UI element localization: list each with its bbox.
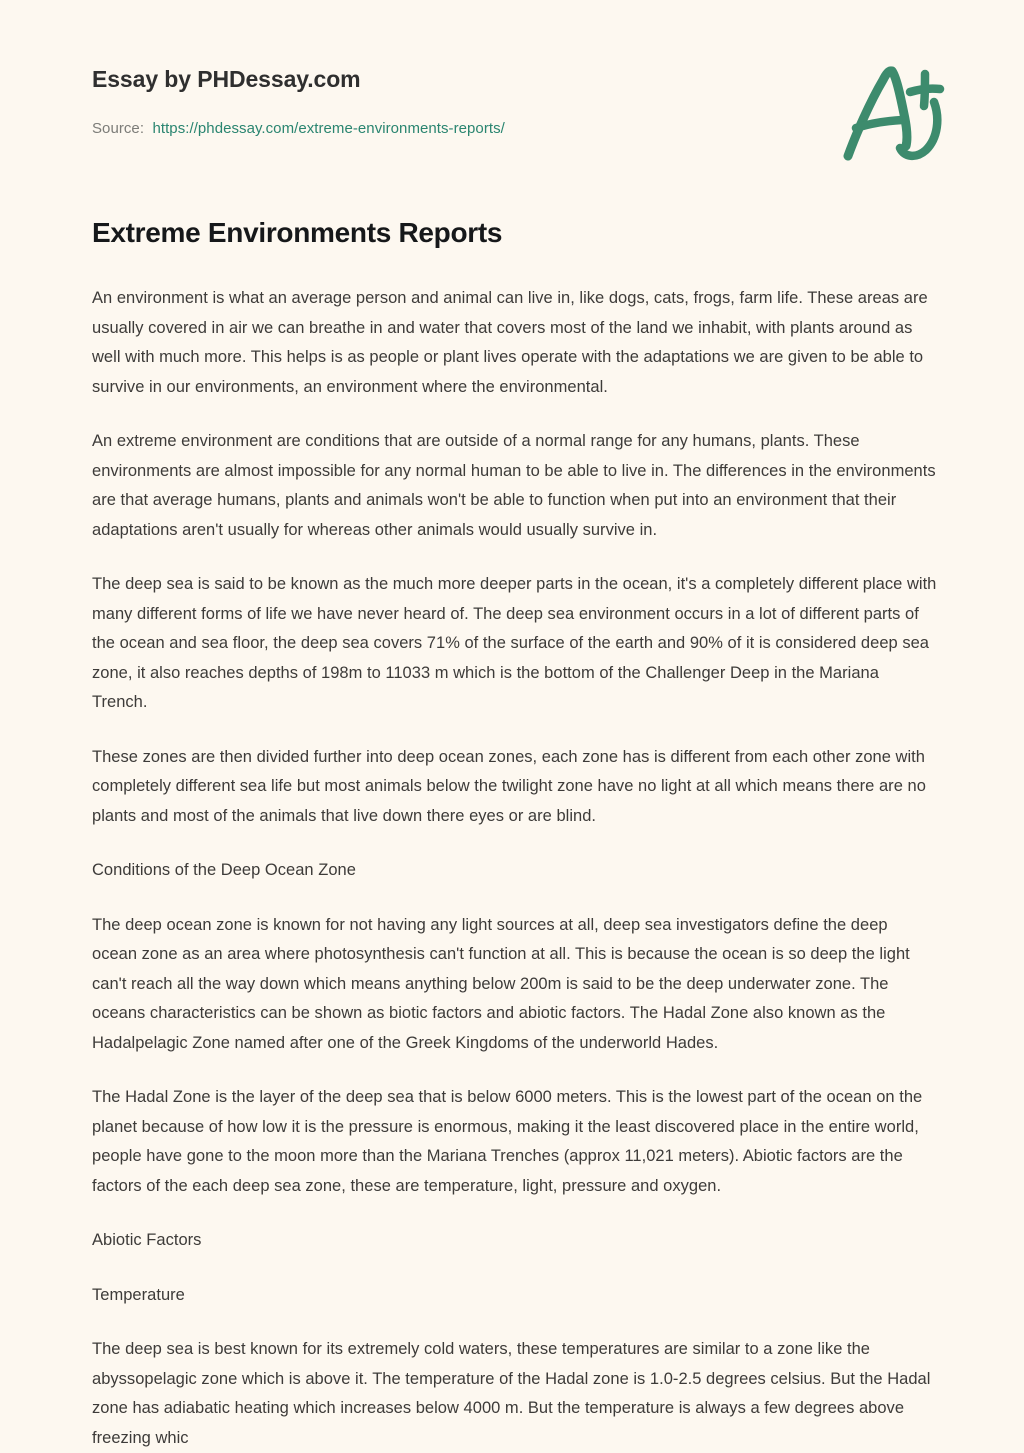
paragraph: An environment is what an average person and animal can live in, like dogs, cats, frogs, farm life. These areas are usually covered in air we can breathe in and water that covers most of the land we inhabit, with plants around as well with much more. This helps is as people or plant lives operate with the adaptations we are given to be able to survive in our environments, an environment where the environmental. <box>92 289 928 396</box>
source-line <box>92 120 505 137</box>
page-title: Extreme Environments Reports <box>92 217 503 248</box>
paragraph: The deep sea is said to be known as the much more deeper parts in the ocean, it's a completely different place with many different forms of life we have never heard of. The deep sea environment occurs in a lot of different parts of the ocean and sea floor, the deep sea covers 71% of the surface of the earth and 90% of it is considered deep sea zone, it also reaches depths of 198m to 11033 m which is the bottom of the Challenger Deep in the Mariana Trench. <box>92 575 937 711</box>
article-body <box>92 216 937 1453</box>
section-heading: Abiotic Factors <box>92 1231 202 1249</box>
page-header <box>0 0 1024 200</box>
brand-title: Essay by PHDessay.com <box>92 66 361 92</box>
source-label: Source: <box>92 120 145 137</box>
source-url-link[interactable]: https://phdessay.com/extreme-environments-reports/ <box>152 120 505 137</box>
paragraph: An extreme environment are conditions that are outside of a normal range for any humans, plants. These environments are almost impossible for any normal human to be able to live in. The differences in the environments are that average humans, plants and animals won't be able to function when put into an environment that their adaptations aren't usually for whereas other animals would usually survive in. <box>92 432 936 539</box>
paragraph: The Hadal Zone is the layer of the deep sea that is below 6000 meters. This is the lowest part of the ocean on the planet because of how low it is the pressure is enormous, making it the least discovered place in the entire world, people have gone to the moon more than the Mariana Trenches (approx 11,021 meters). Abiotic factors are the factors of the each deep sea zone, these are temperature, light, pressure and oxygen. <box>92 1088 923 1195</box>
section-heading: Conditions of the Deep Ocean Zone <box>92 861 356 879</box>
paragraph: The deep sea is best known for its extremely cold waters, these temperatures are similar to a zone like the abyssopelagic zone which is above it. The temperature of the Hadal zone is 1.0-2.5 degrees celsius. But the Hadal zone has adiabatic heating which increases below 4000 m. But the temperature is always a few degrees above freezing whic <box>92 1340 931 1447</box>
paragraph: The deep ocean zone is known for not having any light sources at all, deep sea investigators define the deep ocean zone as an area where photosynthesis can't function at all. This is because the ocean is so deep the light can't reach all the way down which means anything below 200m is said to be the deep underwater zone. The oceans characteristics can be shown as biotic factors and abiotic factors. The Hadal Zone also known as the Hadalpelagic Zone named after one of the Greek Kingdoms of the underworld Hades. <box>92 915 910 1052</box>
section-heading: Temperature <box>92 1285 185 1304</box>
paragraph: These zones are then divided further into deep ocean zones, each zone has is different from each other zone with completely different sea life but most animals below the twilight zone have no light at all which means there are no plants and most of the animals that live down there eyes or are blind. <box>92 747 926 825</box>
a-plus-logo-icon <box>836 62 948 164</box>
